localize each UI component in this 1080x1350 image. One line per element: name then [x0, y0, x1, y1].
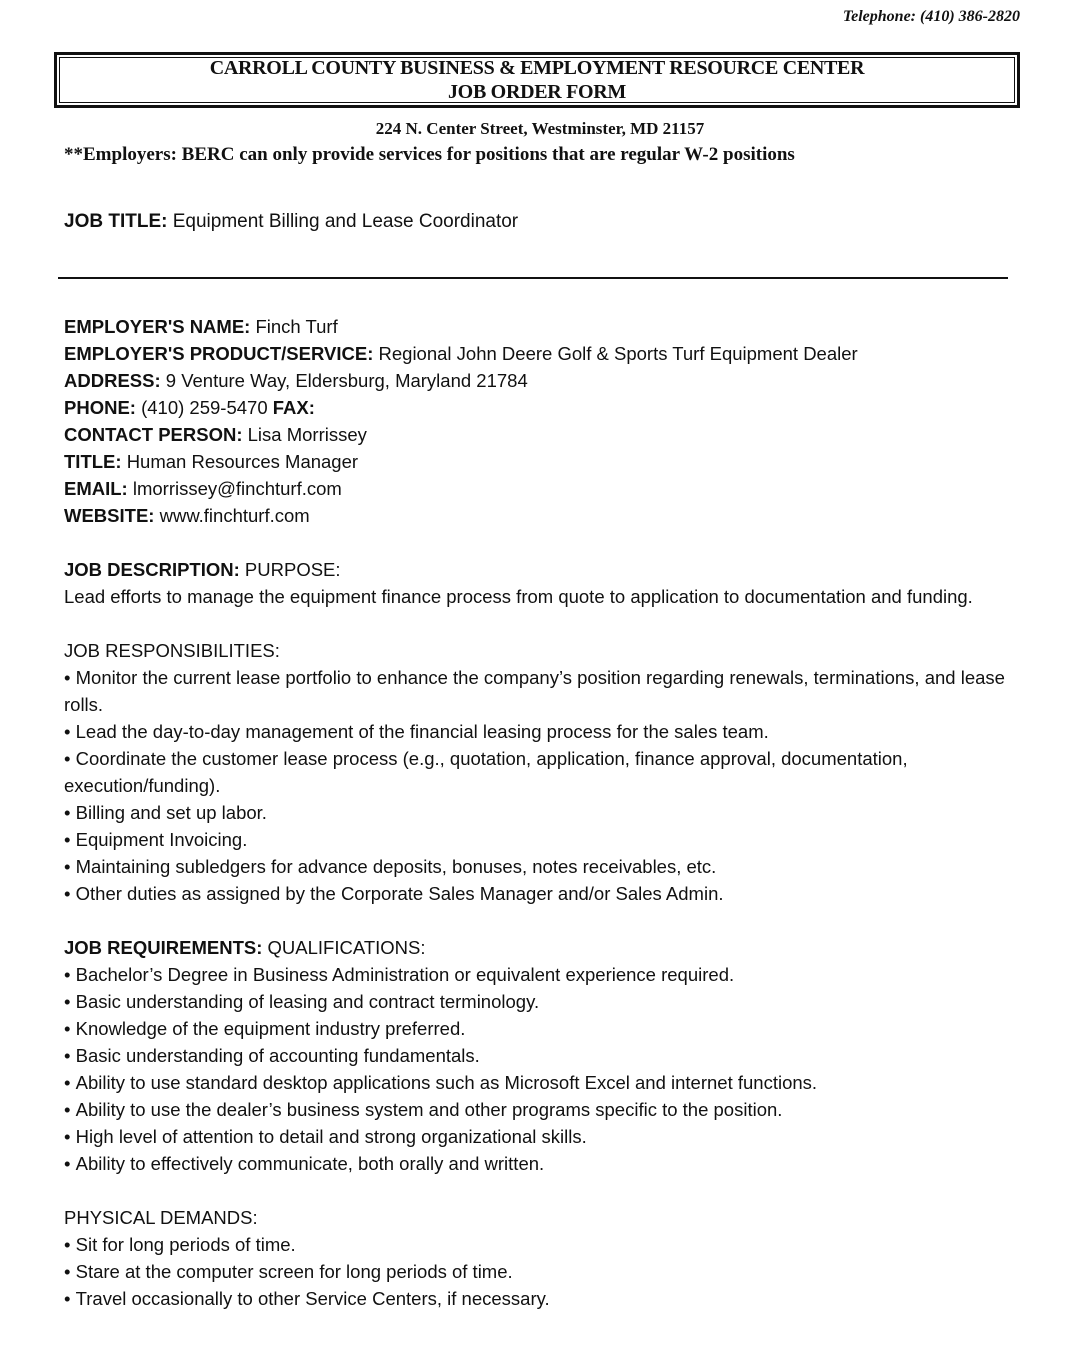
telephone-number: Telephone: (410) 386-2820 — [842, 8, 1020, 25]
qualifications-heading: QUALIFICATIONS: — [267, 937, 426, 958]
contact-email-label: EMAIL: — [64, 478, 128, 499]
employer-name-value: Finch Turf — [255, 316, 338, 337]
list-item: • Basic understanding of leasing and contract terminology. — [64, 988, 1014, 1015]
list-item: • Other duties as assigned by the Corporate Sales Manager and/or Sales Admin. — [64, 880, 1014, 907]
form-header-box — [54, 52, 1020, 108]
section-divider — [58, 277, 1008, 279]
contact-title-value: Human Resources Manager — [126, 451, 359, 472]
contact-person-value: Lisa Morrissey — [247, 424, 367, 445]
responsibilities-heading: JOB RESPONSIBILITIES: — [64, 640, 280, 661]
contact-person-label: CONTACT PERSON: — [64, 424, 243, 445]
job-title-line — [64, 211, 518, 233]
employer-website-value: www.finchturf.com — [159, 505, 310, 526]
requirements-section — [64, 934, 1014, 1177]
employer-fax-label: FAX: — [272, 397, 315, 418]
contact-email-row — [64, 475, 1014, 502]
contact-title-row — [64, 448, 1014, 475]
responsibilities-list — [64, 664, 1014, 907]
employer-product-value: Regional John Deere Golf & Sports Turf Equipment Dealer — [378, 343, 858, 364]
employer-address-value: 9 Venture Way, Eldersburg, Maryland 21784 — [165, 370, 528, 391]
purpose-text: Lead efforts to manage the equipment finance process from quote to application to documentation and funding. — [64, 586, 973, 607]
list-item: • Monitor the current lease portfolio to enhance the company’s position regarding renewals, terminations, and lease rolls. — [64, 664, 1014, 718]
purpose-heading: PURPOSE: — [244, 559, 341, 580]
physical-demands-heading: PHYSICAL DEMANDS: — [64, 1207, 258, 1228]
requirements-label: JOB REQUIREMENTS: — [64, 937, 263, 958]
job-title-label: JOB TITLE: — [64, 211, 168, 232]
job-title-value: Equipment Billing and Lease Coordinator — [172, 211, 519, 232]
employer-website-label: WEBSITE: — [64, 505, 155, 526]
job-details — [64, 313, 1014, 1312]
responsibilities-section — [64, 637, 1014, 907]
list-item: • Bachelor’s Degree in Business Administration or equivalent experience required. — [64, 961, 1014, 988]
employer-product-row — [64, 340, 1014, 367]
list-item: • Lead the day-to-day management of the financial leasing process for the sales team. — [64, 718, 1014, 745]
employer-name-row — [64, 313, 1014, 340]
list-item: • Knowledge of the equipment industry preferred. — [64, 1015, 1014, 1042]
employer-address-row — [64, 367, 1014, 394]
contact-email-value: lmorrissey@finchturf.com — [132, 478, 342, 499]
form-name: JOB ORDER FORM — [447, 81, 627, 103]
list-item: • Sit for long periods of time. — [64, 1231, 1014, 1258]
list-item: • Equipment Invoicing. — [64, 826, 1014, 853]
employer-address-label: ADDRESS: — [64, 370, 161, 391]
employer-product-label: EMPLOYER'S PRODUCT/SERVICE: — [64, 343, 374, 364]
list-item: • Ability to use standard desktop applications such as Microsoft Excel and internet functions. — [64, 1069, 1014, 1096]
list-item: • Coordinate the customer lease process (e.g., quotation, application, finance approval, documentation, execution/funding). — [64, 745, 1014, 799]
center-address: 224 N. Center Street, Westminster, MD 21157 — [375, 119, 705, 138]
employer-phone-row — [64, 394, 1014, 421]
list-item: • Travel occasionally to other Service Centers, if necessary. — [64, 1285, 1014, 1312]
job-description-label: JOB DESCRIPTION: — [64, 559, 240, 580]
form-header-inner — [59, 57, 1015, 103]
org-name: CARROLL COUNTY BUSINESS & EMPLOYMENT RESOURCE CENTER — [209, 57, 865, 79]
physical-demands-section — [64, 1204, 1014, 1312]
contact-title-label: TITLE: — [64, 451, 122, 472]
employer-phone-label: PHONE: — [64, 397, 136, 418]
employers-note: **Employers: BERC can only provide services for positions that are regular W-2 positions — [64, 144, 795, 165]
employer-phone-value: (410) 259-5470 — [141, 397, 268, 418]
employer-website-row — [64, 502, 1014, 529]
list-item: • Basic understanding of accounting fundamentals. — [64, 1042, 1014, 1069]
employer-name-label: EMPLOYER'S NAME: — [64, 316, 251, 337]
requirements-heading-row — [64, 934, 1014, 961]
list-item: • Ability to effectively communicate, both orally and written. — [64, 1150, 1014, 1177]
job-description-section — [64, 556, 1014, 610]
list-item: • Billing and set up labor. — [64, 799, 1014, 826]
employer-info — [64, 313, 1014, 529]
list-item: • High level of attention to detail and strong organizational skills. — [64, 1123, 1014, 1150]
job-description-heading-row — [64, 556, 1014, 583]
list-item: • Maintaining subledgers for advance deposits, bonuses, notes receivables, etc. — [64, 853, 1014, 880]
contact-person-row — [64, 421, 1014, 448]
physical-demands-list — [64, 1231, 1014, 1312]
list-item: • Ability to use the dealer’s business system and other programs specific to the position. — [64, 1096, 1014, 1123]
list-item: • Stare at the computer screen for long periods of time. — [64, 1258, 1014, 1285]
requirements-list — [64, 961, 1014, 1177]
